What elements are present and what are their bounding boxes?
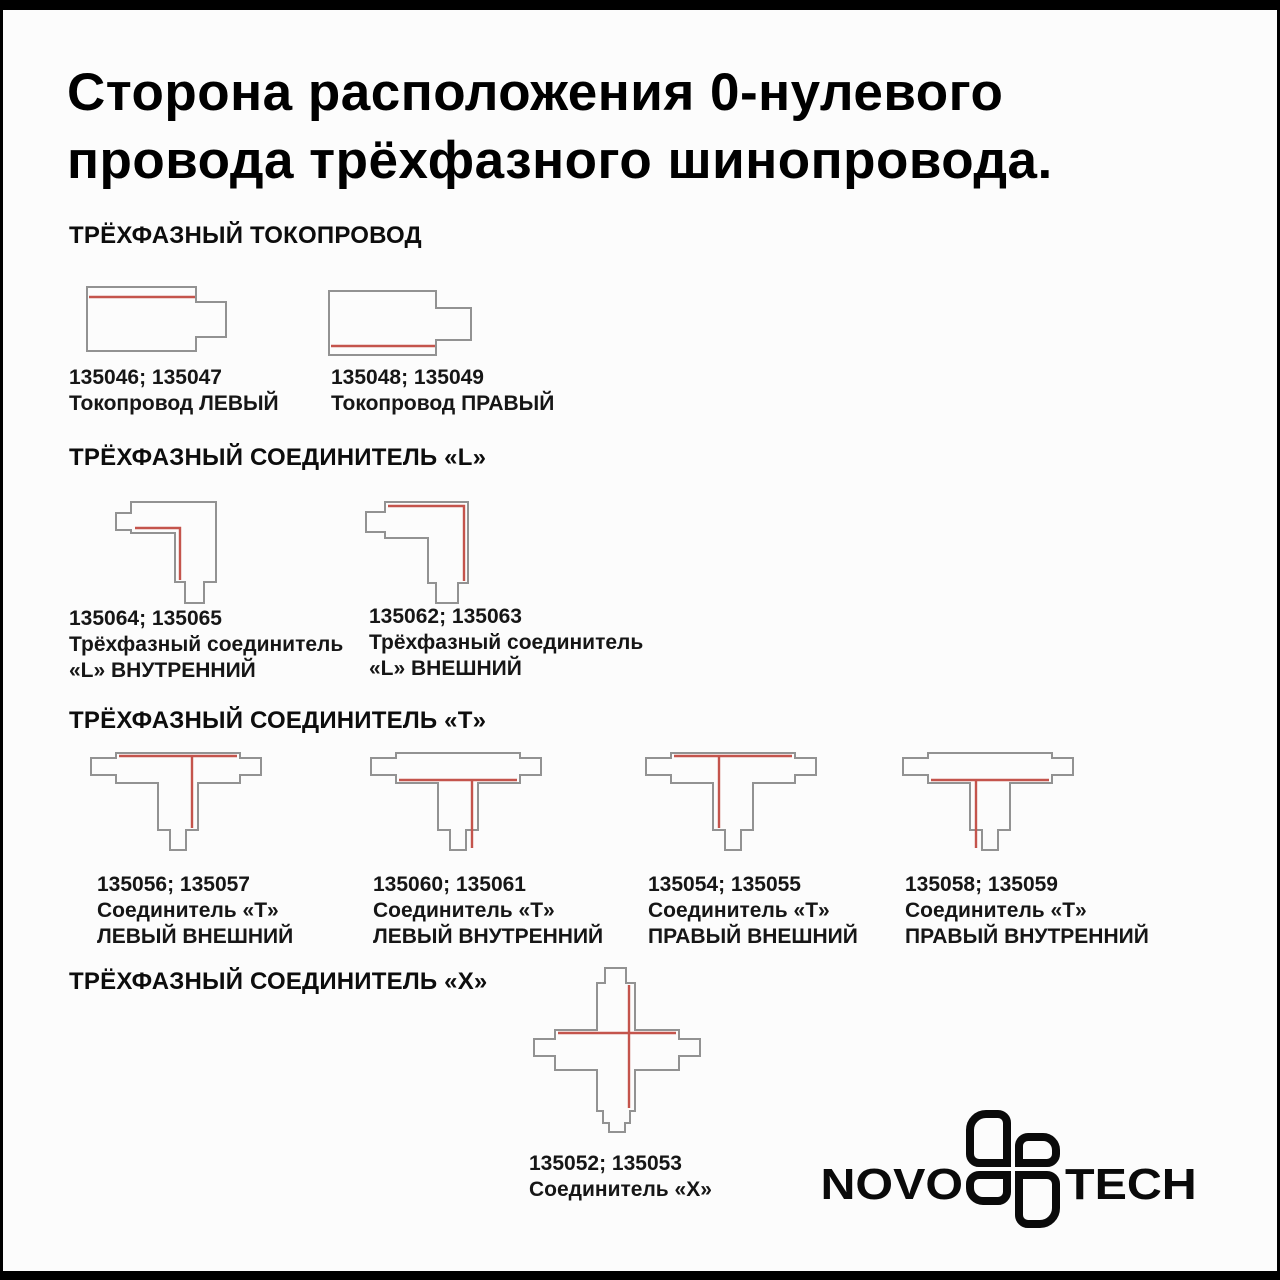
logo-flower-icon — [1015, 1171, 1060, 1228]
product-name: Соединитель «Т» — [97, 899, 279, 922]
item-label-t-left-outer — [97, 872, 293, 950]
product-name: Соединитель «Х» — [529, 1178, 712, 1201]
product-code: 135046; 135047 — [69, 366, 222, 389]
connector-outline — [366, 502, 468, 603]
connector-outline — [903, 753, 1073, 850]
diagram-feed-right — [329, 291, 471, 355]
item-label-t-right-inner — [905, 872, 1149, 950]
neutral-wire-line — [388, 506, 464, 581]
diagram-l-connector-inner — [116, 502, 216, 603]
product-code: 135048; 135049 — [331, 366, 484, 389]
product-name: «L» ВНЕШНИЙ — [369, 657, 522, 680]
product-name: ЛЕВЫЙ ВНЕШНИЙ — [97, 925, 294, 948]
item-label-l-outer — [369, 604, 643, 682]
section-header-l-connector: ТРЁХФАЗНЫЙ СОЕДИНИТЕЛЬ «L» — [69, 444, 487, 471]
product-code: 135056; 135057 — [97, 873, 250, 896]
page-title-line1: Сторона расположения 0-нулевого — [67, 63, 1004, 122]
product-code: 135062; 135063 — [369, 605, 522, 628]
item-label-t-left-inner — [373, 872, 603, 950]
product-code: 135058; 135059 — [905, 873, 1058, 896]
item-label-x — [529, 1151, 712, 1203]
diagram-l-connector-outer — [366, 502, 468, 603]
logo-text-tech: TECH — [1065, 1160, 1197, 1209]
connector-outline — [91, 753, 261, 850]
logo-text-novo: NOVO — [820, 1160, 963, 1209]
connector-outline — [116, 502, 216, 603]
diagram-t-connector-right-outer — [646, 753, 816, 850]
logo-flower-icon — [966, 1110, 1011, 1167]
item-label-feed-right — [331, 365, 554, 417]
section-header-feed: ТРЁХФАЗНЫЙ ТОКОПРОВОД — [69, 222, 422, 249]
connector-outline — [371, 753, 541, 850]
diagram-t-connector-left-inner — [371, 753, 541, 850]
product-code: 135054; 135055 — [648, 873, 801, 896]
connector-outline — [534, 968, 700, 1132]
item-label-l-inner — [69, 606, 343, 684]
product-name: Токопровод ПРАВЫЙ — [331, 392, 555, 415]
connector-outline — [646, 753, 816, 850]
product-name: Соединитель «Т» — [373, 899, 555, 922]
section-header-t-connector: ТРЁХФАЗНЫЙ СОЕДИНИТЕЛЬ «Т» — [69, 707, 487, 734]
product-name: Соединитель «Т» — [648, 899, 830, 922]
product-code: 135052; 135053 — [529, 1152, 682, 1175]
logo-flower-icon — [966, 1171, 1011, 1205]
item-label-feed-left — [69, 365, 279, 417]
diagram-t-connector-left-outer — [91, 753, 261, 850]
section-header-x-connector: ТРЁХФАЗНЫЙ СОЕДИНИТЕЛЬ «Х» — [69, 968, 488, 995]
diagram-feed-left — [87, 287, 226, 351]
product-code: 135064; 135065 — [69, 607, 222, 630]
diagram-t-connector-right-inner — [903, 753, 1073, 850]
product-name: Токопровод ЛЕВЫЙ — [69, 392, 279, 415]
neutral-wire-line — [135, 528, 180, 580]
product-name: Трёхфазный соединитель — [69, 633, 344, 656]
logo-flower-icon — [1015, 1133, 1060, 1167]
item-label-t-right-outer — [648, 872, 858, 950]
page-title-line2: провода трёхфазного шинопровода. — [67, 131, 1053, 190]
product-name: ПРАВЫЙ ВНЕШНИЙ — [648, 925, 858, 948]
product-name: Трёхфазный соединитель — [369, 631, 644, 654]
product-code: 135060; 135061 — [373, 873, 526, 896]
product-name: ЛЕВЫЙ ВНУТРЕННИЙ — [373, 925, 604, 948]
product-name: ПРАВЫЙ ВНУТРЕННИЙ — [905, 925, 1149, 948]
product-name: Соединитель «Т» — [905, 899, 1087, 922]
diagram-x-connector — [534, 968, 700, 1132]
product-name: «L» ВНУТРЕННИЙ — [69, 659, 256, 682]
